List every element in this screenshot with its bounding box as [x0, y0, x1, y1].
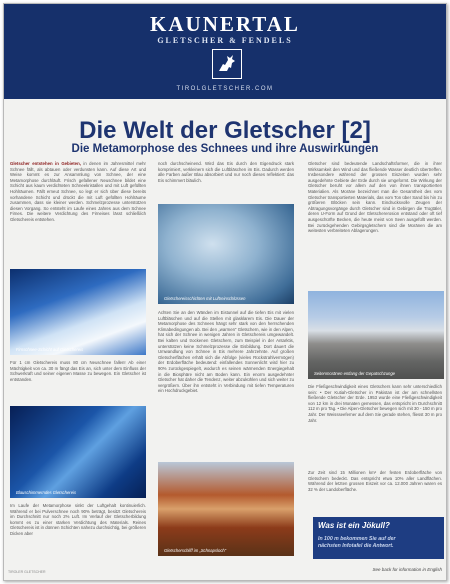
- brand-tagline: GLETSCHER & FENDELS: [157, 36, 293, 45]
- footer-english-note: See back for information in English: [372, 567, 442, 572]
- column3-top-text: Gletscher sind bedeutende Landschaftsformer, die in ihrer Wirksamkeit den Wind und das fließende Wasser deutlich übertreffen. Insbesondere während der grossen Eiszeiten wurden sehr ausgedehnte Gebiete der Erde durch sie umgeformt. Die Wirkung der Gletscher beruht vor allem auf den von ihnen transportierten Materialien. Als Moräne bezeichnet man die Gesamtheit des vom Gletscher transportierten Materials, das vom Ton über Sand bis hin zu größeren Blöcken sein kann. Eindrucksvolle Zeugen der Abtragungsvorgänge durch Gletscher sind in Gebirgen die Trogtäler, deren U-Form auf Grund der Gletschererosion entstand oder oft tief ausgeschürfte Becken, die heute meist von Seen ausgefüllt werden. Bei zurückgehenden Gebirgsgletschern sind die Moränen die am weitesten verbreiteten Ablagerungen.: [308, 161, 442, 234]
- column1-top-text: [10, 161, 146, 265]
- quiz-question: Was ist ein Jökull?: [318, 521, 390, 530]
- quiz-answer-line1: In 100 m bekommen Sie auf der: [318, 536, 396, 542]
- brand-name: KAUNERTAL: [150, 12, 300, 36]
- column3-bottom-text: Zur Zeit sind 15 Millionen km² der festen Erdoberfläche von Gletschern bedeckt. Das entspricht etwa 10% aller Landflächen. Während der letzten grossen Eiszeit vor ca. 12.000 Jahren waren es 32 % der Landoberfläche.: [308, 470, 442, 492]
- header-banner: [4, 4, 446, 99]
- caption-blue-ice: Blauschimmerndes Gletschereis: [16, 490, 77, 495]
- page-title: Die Welt der Gletscher [2]: [79, 117, 371, 144]
- page-subtitle: Die Metamorphose des Schnees und ihre Auswirkungen: [71, 143, 379, 155]
- photo-lateral-moraines: [308, 291, 444, 379]
- caption-glacier-polish: Gletscherschliff im „Schnapsloch“: [164, 548, 227, 553]
- caption-moraines: Seitenmoränen entlang der Gepatschzunge: [314, 371, 396, 376]
- column2-top-text: noch durchscheinend. Wird das Eis durch den Eigendruck stark komprimiert, verkleinern sich die Luftbläschen im Eis. Dadurch werden alle Farben außer Blau absorbiert und nur noch dieses reflektiert: das Eis schimmert bläulich.: [158, 161, 294, 183]
- intro-text: in denen im Jahresmittel mehr Schnee fällt, als abtauen oder verdunsten kann. Auf diese Art und Weise kommt es zur Ansammlung von Schnee, der eine Metamorphose durchläuft. Frisch gefallener Neuschnee bildet eine Schicht aus kaum verdichteten Schneekristallen und mit Luft gefüllten Hohlräumen. Fällt erneut Schnee, so legt er sich über diese bereits vorhandene Schicht und drückt die mit Luft gefüllten Hohlräume zusammen, dass sie kleiner werden. Schmelzprozesse unterstützen diesen Vorgang. So entsteht im Laufe eines Jahres aus dem Schnee Firnes. Die weitere Verdichtung des Firneises lässt schließlich Gletschereis entstehen.: [10, 161, 146, 222]
- photo-glacier-polish: [158, 462, 294, 556]
- photo-firn-layer: [10, 269, 146, 355]
- column1-bottom-text: Im Laufe der Metamorphose sinkt der Luftgehalt kontinuierlich. Während er bei Pulverschnee noch 90% beträgt, besitzt Gletschereis im Durchschnitt nur noch 2% Luft. Im Verlauf der Gletscherbildung kommt es zu einer starken Verdichtung des Materials. Reines Gletschereis ist in dünnen Schichten nahezu durchsichtig, bei größeren Dicken aber: [10, 503, 146, 536]
- quiz-box: [313, 517, 444, 559]
- website-url: TIROLGLETSCHER.COM: [176, 86, 274, 92]
- photo-ice-layers: [158, 204, 294, 304]
- column1-mid-text: Für 1 cm Gletschereis muss 80 cm Neuschnee fallen! Ab einer Mächtigkeit von ca. 30 m fängt das Eis an, sich unter dem Einfluss der Schwerkraft und seiner eigenen Masse zu bewegen. Ein Gletscher ist entstanden.: [10, 360, 146, 382]
- intro-lead: Gletscher entstehen in Gebieten,: [10, 161, 81, 166]
- info-board: [3, 3, 447, 581]
- footer-credit: TIROLER GLETSCHER: [8, 570, 46, 574]
- column3-mid-text: Die Fließgeschwindigkeit eines Gletschers kann sehr unterschiedlich sein: • Der Kutiah-Gletscher in Pakistan ist der am schnellsten fließende Gletscher der Erde. 1953 wurde eine Fließgeschwindigkeit von 12 km in drei Monaten gemessen, das entspricht im Durchschnitt 112 m pro Tag. • Die Alpen-Gletscher bewegen sich mit 30 - 150 m pro Jahr. Der Weissseeferner auf dem Sie gerade stehen, fliesst 30 m pro Jahr.: [308, 384, 442, 423]
- quiz-answer-line2: nächsten Infotafel die Antwort.: [318, 543, 394, 549]
- ibex-logo-icon: [212, 49, 242, 79]
- caption-ice-layers: Gletschereisschichten mit Luftreinschlüssen: [164, 296, 246, 301]
- caption-firn: Firnschnee-Schicht auf Gletschereis: [16, 347, 84, 352]
- photo-blue-ice: [10, 406, 146, 498]
- quiz-answer: [318, 536, 396, 550]
- column2-mid-text: Achten Sie an den Wänden im Eistunnel auf die tiefen Eis mit vielen Luftbläschen und auf die Stellen mit glasklarem Eis. Die Dauer der Metamorphose des Schnees hängt sehr stark von den herrschenden Klimabedingungen ab. Bei den „warmen“ Gletschern, wie in den Alpen, hat sich der Schnee in wenigen Jahren in Gletschereis umgewandelt. Bei kalten und trockenen Gletschern, zum Beispiel in der Antarktis, unterstützen keine Schmelzprozesse die Eisbildung. Dort dauert die Umwandlung von Schnee in Eis mehrere Jahrzehnte. Auf großen Gletscherflächen erhält sich die Abfolge (vieles Rückstrahlvermögen) der Erdoberfläche bedeutend: einfallendes Sonnenlicht wird hier zu 90% zurückgespiegelt, wodurch es seinen wärmenden Energiegehalt in die Biosphäre nicht am Boden kann. Ein enorm ausgedehnter Gletscher hat daher die Tendenz, weiter abzukühlen und sich weiter zu vergrößern. Über ihn entsteht in Verbindung mit tiefen Temperaturen ein Hochdruckgebiet.: [158, 310, 294, 394]
